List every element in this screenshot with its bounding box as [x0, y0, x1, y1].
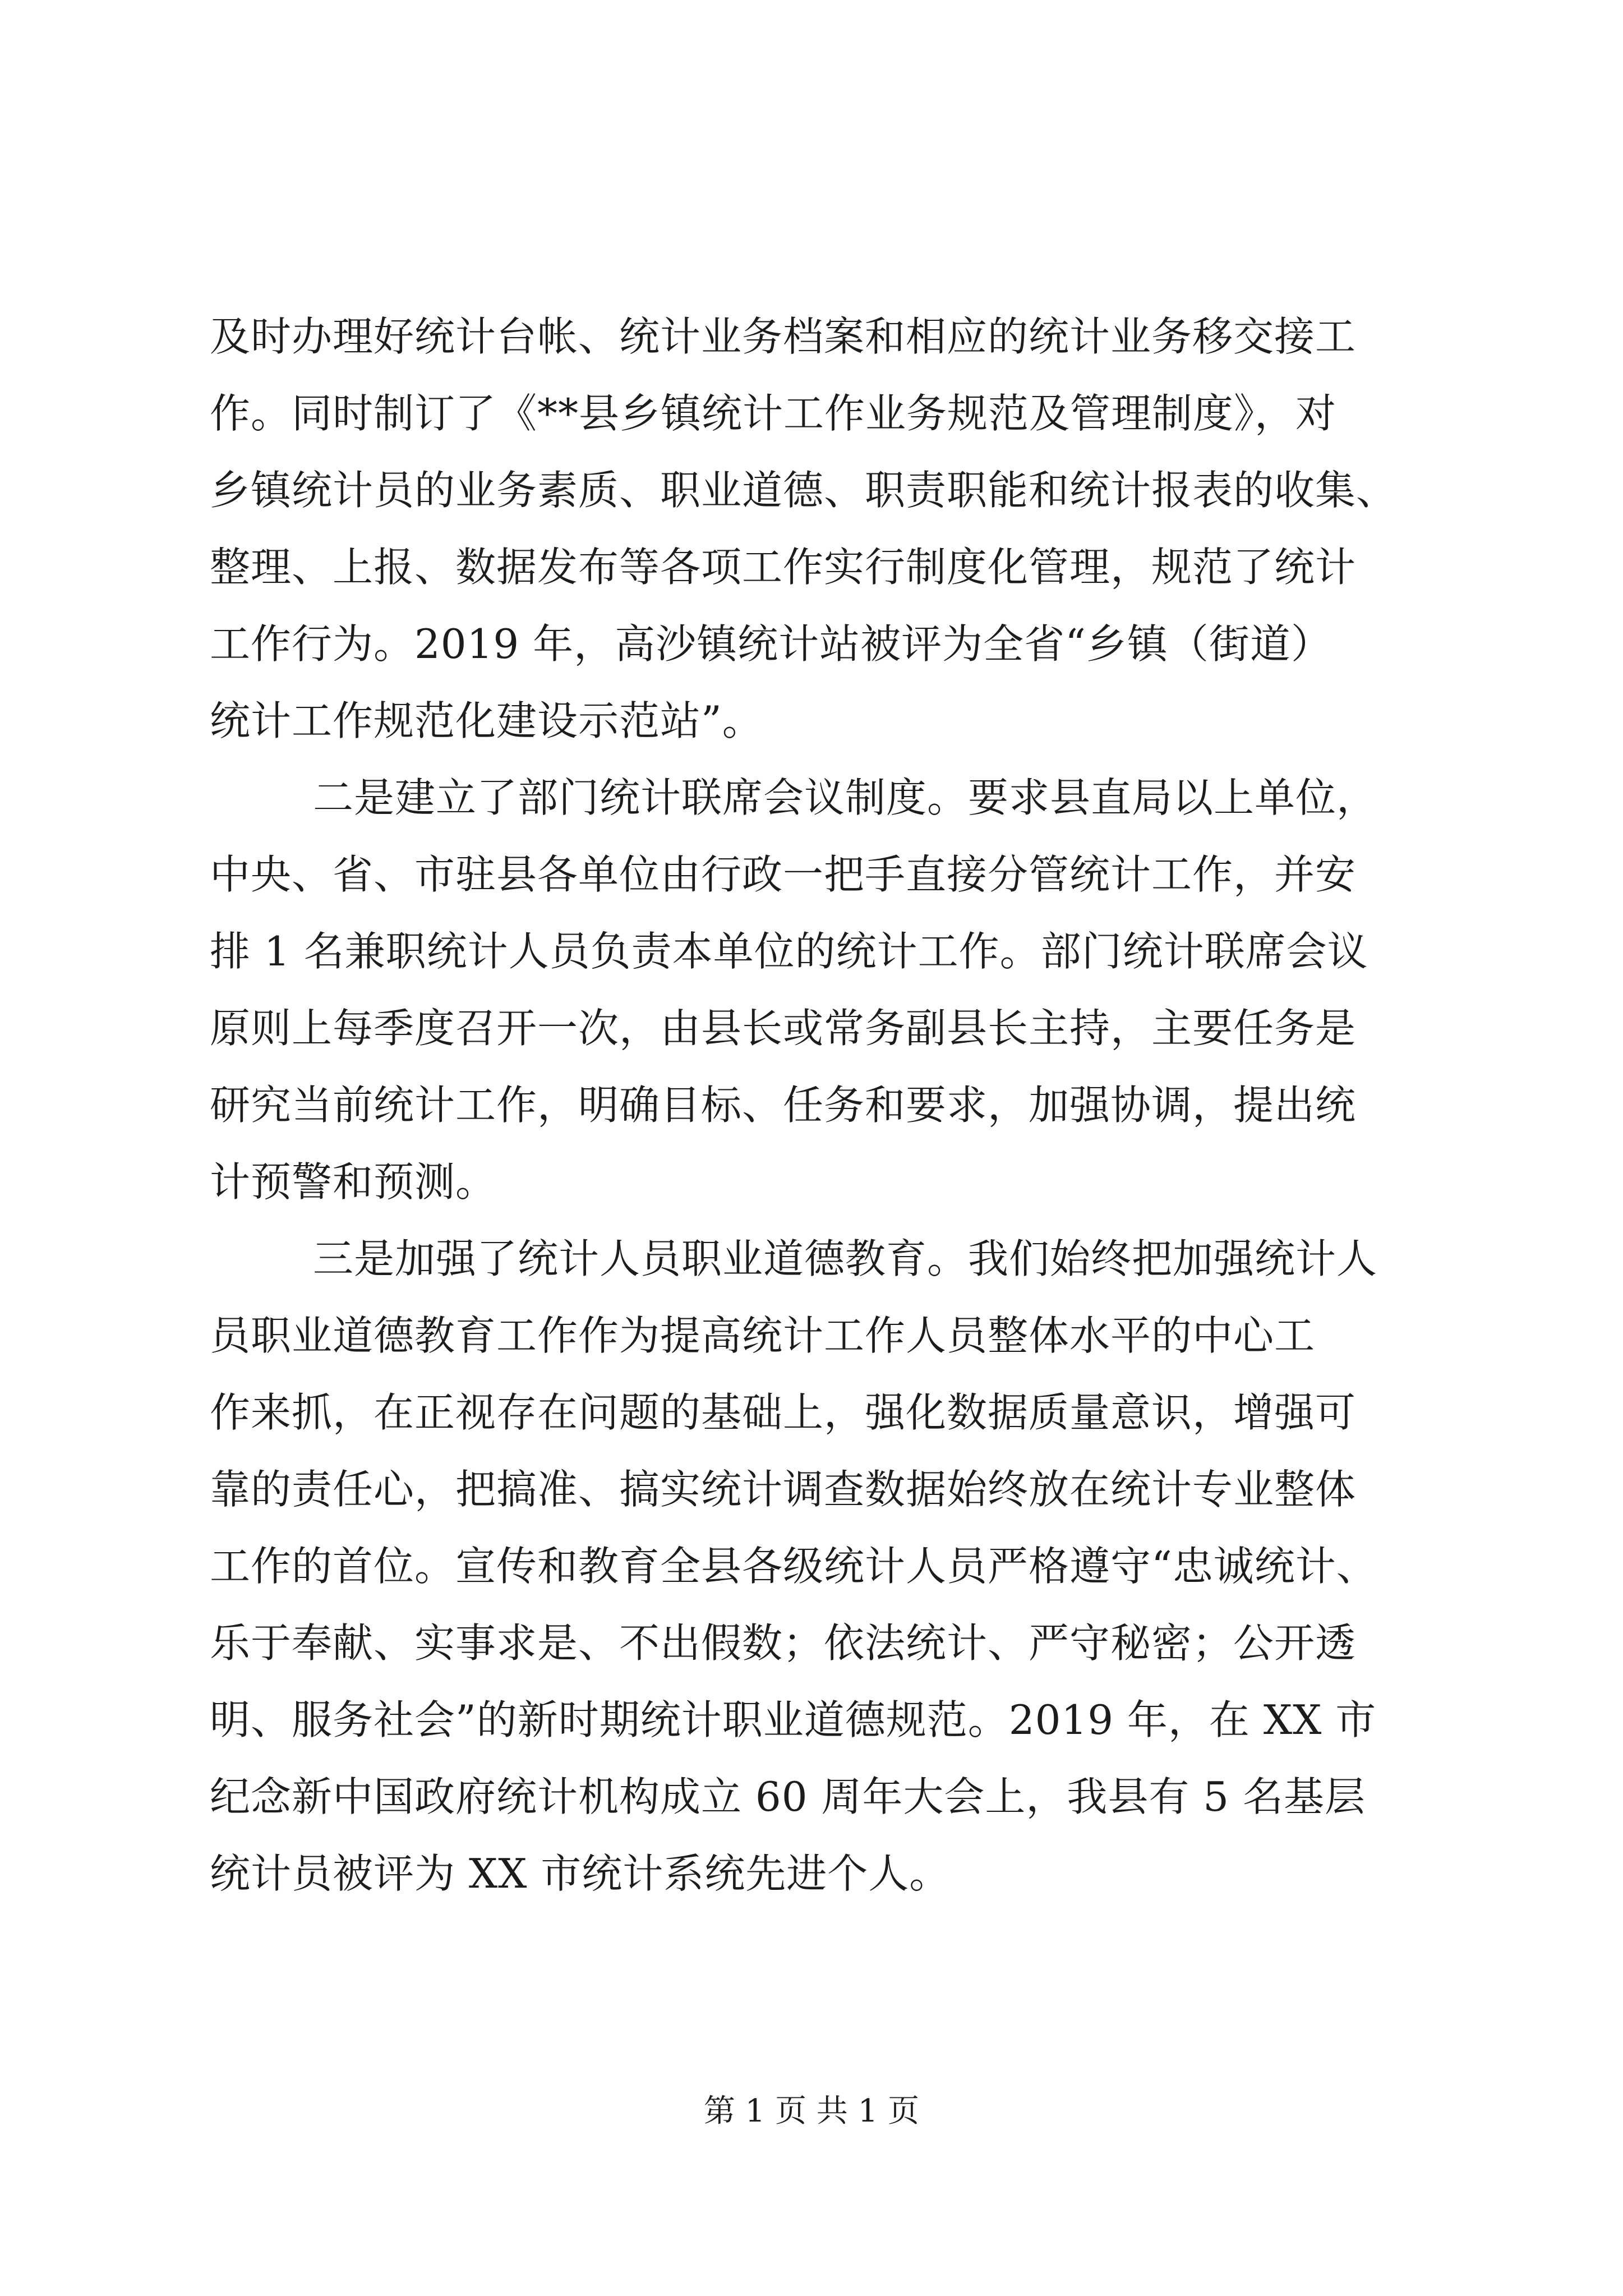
page-footer: 第 1 页 共 1 页 [703, 2093, 920, 2129]
paragraph-1-line-2: 作。同时制订了《**县乡镇统计工作业务规范及管理制度》，对 [210, 390, 1337, 437]
paragraph-2-line-2: 中央、省、市驻县各单位由行政一把手直接分管统计工作，并安 [210, 851, 1357, 898]
paragraph-1-line-4: 整理、上报、数据发布等各项工作实行制度化管理，规范了统计 [210, 544, 1357, 591]
paragraph-3-line-8: 纪念新中国政府统计机构成立 60 周年大会上，我县有 5 名基层 [210, 1773, 1366, 1820]
paragraph-3-line-6: 乐于奉献、实事求是、不出假数；依法统计、严守秘密；公开透 [210, 1619, 1357, 1667]
paragraph-3-line-3: 作来抓，在正视存在问题的基础上，强化数据质量意识，增强可 [210, 1389, 1357, 1436]
paragraph-3-line-7: 明、服务社会”的新时期统计职业道德规范。2019 年，在 XX 市 [210, 1696, 1377, 1743]
paragraph-2-line-6: 计预警和预测。 [210, 1158, 497, 1205]
paragraph-3-line-2: 员职业道德教育工作作为提高统计工作人员整体水平的中心工 [210, 1312, 1316, 1359]
paragraph-3-line-9: 统计员被评为 XX 市统计系统先进个人。 [210, 1850, 951, 1897]
paragraph-1-line-1: 及时办理好统计台帐、统计业务档案和相应的统计业务移交接工 [210, 313, 1357, 360]
paragraph-3-line-5: 工作的首位。宣传和教育全县各级统计人员严格遵守“忠诚统计、 [210, 1543, 1377, 1590]
paragraph-2-line-1: 二是建立了部门统计联席会议制度。要求县直局以上单位， [313, 774, 1378, 821]
paragraph-3-line-4: 靠的责任心，把搞准、搞实统计调查数据始终放在统计专业整体 [210, 1466, 1357, 1513]
paragraph-1-line-3: 乡镇统计员的业务素质、职业道德、职责职能和统计报表的收集、 [210, 467, 1398, 514]
paragraph-1-line-6: 统计工作规范化建设示范站”。 [210, 697, 763, 744]
paragraph-2-line-4: 原则上每季度召开一次，由县长或常务副县长主持，主要任务是 [210, 1005, 1357, 1052]
paragraph-2-line-5: 研究当前统计工作，明确目标、任务和要求，加强协调，提出统 [210, 1082, 1357, 1129]
paragraph-3-line-1: 三是加强了统计人员职业道德教育。我们始终把加强统计人 [313, 1235, 1378, 1282]
paragraph-1-line-5: 工作行为。2019 年，高沙镇统计站被评为全省“乡镇（街道） [210, 620, 1332, 668]
paragraph-2-line-3: 排 1 名兼职统计人员负责本单位的统计工作。部门统计联席会议 [210, 928, 1368, 975]
